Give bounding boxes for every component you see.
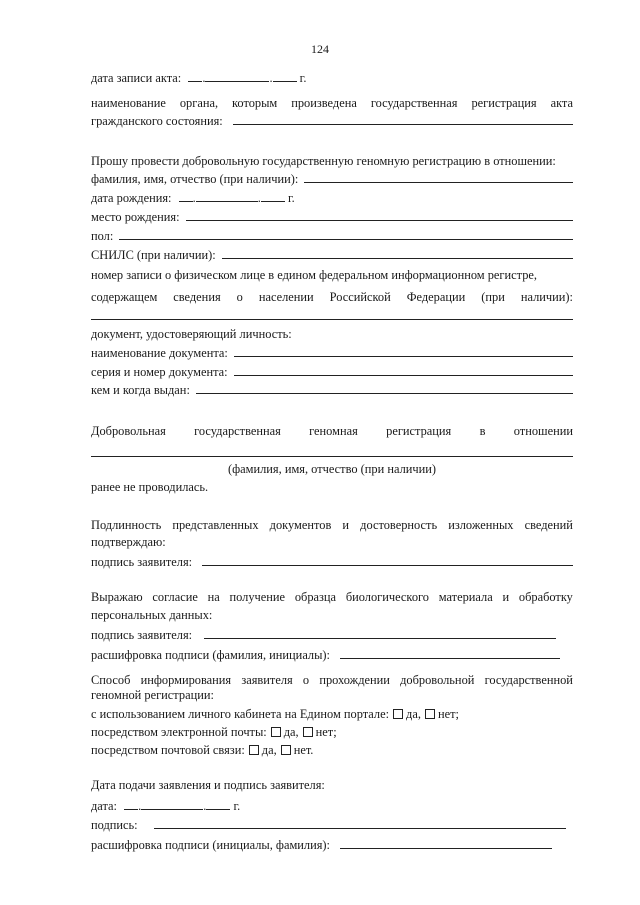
previous-word: государственная — [194, 424, 281, 438]
register-word: сведения — [173, 290, 221, 304]
org-line-1 — [91, 96, 573, 111]
org-word: регистрация — [471, 96, 537, 110]
doc-series-label: серия и номер документа: — [91, 365, 228, 379]
inform-option-label: посредством почтовой связи: — [91, 743, 245, 757]
authenticity-line-2: подтверждаю: — [91, 535, 166, 549]
birth-date-year-suffix: г. — [287, 191, 295, 205]
sex-field[interactable] — [119, 228, 573, 240]
org-word: произведена — [291, 96, 357, 110]
org-word: которым — [232, 96, 278, 110]
consent-signature-line — [91, 627, 573, 643]
submission-date-year-suffix: г. — [233, 799, 241, 813]
register-line-2 — [91, 290, 573, 305]
consent-word: образца — [294, 590, 337, 604]
org-word: наименование — [91, 96, 166, 110]
register-word: населении — [258, 290, 314, 304]
request-intro: Прошу провести добровольную государственную геномную регистрацию в отношении: — [91, 154, 556, 168]
birth-date-day-field[interactable] — [179, 190, 193, 202]
authenticity-signature-label: подпись заявителя: — [91, 555, 193, 569]
register-number-field[interactable] — [91, 319, 573, 320]
doc-name-label: наименование документа: — [91, 346, 228, 360]
submission-date-month-field[interactable] — [141, 798, 203, 810]
inform-option-label: с использованием личного кабинета на Едином портале: — [91, 707, 390, 721]
previous-word: регистрация — [386, 424, 452, 438]
inform-word: о — [302, 673, 310, 687]
no-label: нет; — [315, 725, 337, 739]
post-yes-checkbox[interactable] — [249, 745, 259, 755]
birth-place-line — [91, 209, 573, 225]
doc-name-line — [91, 345, 573, 361]
inform-word: прохождении — [319, 673, 390, 687]
inform-option-email — [91, 725, 337, 740]
previous-line — [91, 424, 573, 439]
authenticity-word: и — [342, 518, 350, 532]
doc-name-field[interactable] — [234, 345, 573, 357]
consent-decode-label: расшифровка подписи (фамилия, инициалы): — [91, 648, 331, 662]
act-date-month-field[interactable] — [205, 70, 269, 82]
no-label: нет. — [293, 743, 314, 757]
yes-label: да, — [261, 743, 277, 757]
page-number: 124 — [311, 42, 329, 56]
consent-word: получение — [229, 590, 286, 604]
consent-signature-label: подпись заявителя: — [91, 628, 193, 642]
org-word: акта — [550, 96, 573, 110]
fio-line — [91, 171, 573, 187]
consent-decode-field[interactable] — [340, 647, 560, 659]
post-no-checkbox[interactable] — [281, 745, 291, 755]
register-word: Федерации — [406, 290, 466, 304]
doc-issued-label: кем и когда выдан: — [91, 383, 190, 397]
no-label: нет; — [437, 707, 459, 721]
fio-label: фамилия, имя, отчество (при наличии): — [91, 172, 299, 186]
consent-word: материала — [438, 590, 493, 604]
registration-org-field[interactable] — [233, 113, 573, 125]
portal-yes-checkbox[interactable] — [393, 709, 403, 719]
birth-date-month-field[interactable] — [196, 190, 258, 202]
org-line-2 — [91, 113, 573, 129]
consent-signature-field[interactable] — [204, 627, 556, 639]
consent-decode-line — [91, 647, 573, 663]
register-word: о — [236, 290, 243, 304]
email-no-checkbox[interactable] — [303, 727, 313, 737]
submission-decode-field[interactable] — [340, 837, 552, 849]
authenticity-signature-line — [91, 554, 573, 570]
authenticity-word: достоверность — [360, 518, 438, 532]
previous-word: в — [479, 424, 486, 438]
consent-word: на — [207, 590, 220, 604]
submission-decode-line — [91, 837, 573, 853]
portal-no-checkbox[interactable] — [425, 709, 435, 719]
act-date-year-field[interactable] — [273, 70, 297, 82]
previous-fio-caption: (фамилия, имя, отчество (при наличии) — [227, 462, 436, 476]
inform-word: Способ — [91, 673, 131, 687]
submission-signature-line — [91, 817, 573, 833]
inform-option-portal — [91, 707, 459, 722]
consent-word: согласие — [152, 590, 198, 604]
inform-line-2: геномной регистрации: — [91, 688, 214, 702]
register-line-1: номер записи о физическом лице в едином федеральном информационном регистре, — [91, 268, 538, 282]
snils-field[interactable] — [222, 247, 573, 259]
previous-word: отношении — [513, 424, 573, 438]
inform-word: заявителя — [241, 673, 293, 687]
sex-line — [91, 228, 573, 244]
submission-signature-field[interactable] — [154, 817, 566, 829]
birth-date-label: дата рождения: — [91, 191, 172, 205]
authenticity-line-1 — [91, 518, 573, 533]
org-word: государственная — [370, 96, 458, 110]
submission-date-label: дата: — [91, 799, 117, 813]
authenticity-word: изложенных — [448, 518, 514, 532]
identity-doc-heading: документ, удостоверяющий личность: — [91, 327, 292, 341]
inform-word: информирования — [140, 673, 232, 687]
inform-line-1 — [91, 673, 573, 688]
inform-word: добровольной — [400, 673, 475, 687]
doc-series-line — [91, 364, 573, 380]
inform-option-post — [91, 743, 313, 758]
inform-option-label: посредством электронной почты: — [91, 725, 267, 739]
register-word: Российской — [329, 290, 391, 304]
authenticity-word: документов — [269, 518, 332, 532]
doc-issued-line — [91, 382, 573, 398]
consent-line-2: персональных данных: — [91, 608, 213, 622]
act-date-line: дата записи акта: . . г. — [91, 71, 307, 85]
birth-place-field[interactable] — [186, 209, 573, 221]
consent-line-1 — [91, 590, 573, 605]
register-word: наличии): — [520, 290, 573, 304]
authenticity-word: представленных — [172, 518, 259, 532]
submission-date-year-field[interactable] — [206, 798, 230, 810]
fio-field[interactable] — [304, 171, 573, 183]
previous-word: Добровольная — [91, 424, 166, 438]
previous-fio-field[interactable] — [91, 456, 573, 457]
consent-word: биологического — [345, 590, 429, 604]
previous-not-done: ранее не проводилась. — [91, 480, 209, 494]
authenticity-word: Подлинность — [91, 518, 162, 532]
consent-word: обработку — [518, 590, 573, 604]
consent-word: Выражаю — [91, 590, 143, 604]
birth-place-label: место рождения: — [91, 210, 180, 224]
inform-word: государственной — [484, 673, 573, 687]
register-word: (при — [481, 290, 505, 304]
previous-word: геномная — [309, 424, 358, 438]
doc-issued-field[interactable] — [196, 382, 573, 394]
register-word: содержащем — [91, 290, 158, 304]
act-date-label: дата записи акта: — [91, 71, 182, 85]
submission-date-line: дата: . . г. — [91, 799, 241, 813]
consent-word: и — [502, 590, 510, 604]
authenticity-signature-field[interactable] — [202, 554, 573, 566]
snils-line — [91, 247, 573, 263]
act-date-year-suffix: г. — [299, 71, 307, 85]
doc-series-field[interactable] — [234, 364, 573, 376]
birth-date-year-field[interactable] — [261, 190, 285, 202]
submission-date-day-field[interactable] — [124, 798, 138, 810]
birth-date-line: дата рождения: . . г. — [91, 191, 295, 205]
act-date-day-field[interactable] — [188, 70, 202, 82]
submission-signature-label: подпись: — [91, 818, 138, 832]
org-line-2-label: гражданского состояния: — [91, 114, 223, 128]
org-word: органа, — [179, 96, 219, 110]
authenticity-word: сведений — [524, 518, 573, 532]
sex-label: пол: — [91, 229, 114, 243]
snils-label: СНИЛС (при наличии): — [91, 248, 216, 262]
yes-label: да, — [283, 725, 299, 739]
yes-label: да, — [406, 707, 421, 721]
submission-decode-label: расшифровка подписи (инициалы, фамилия): — [91, 838, 331, 852]
submission-heading: Дата подачи заявления и подпись заявителя: — [91, 778, 325, 792]
email-yes-checkbox[interactable] — [271, 727, 281, 737]
